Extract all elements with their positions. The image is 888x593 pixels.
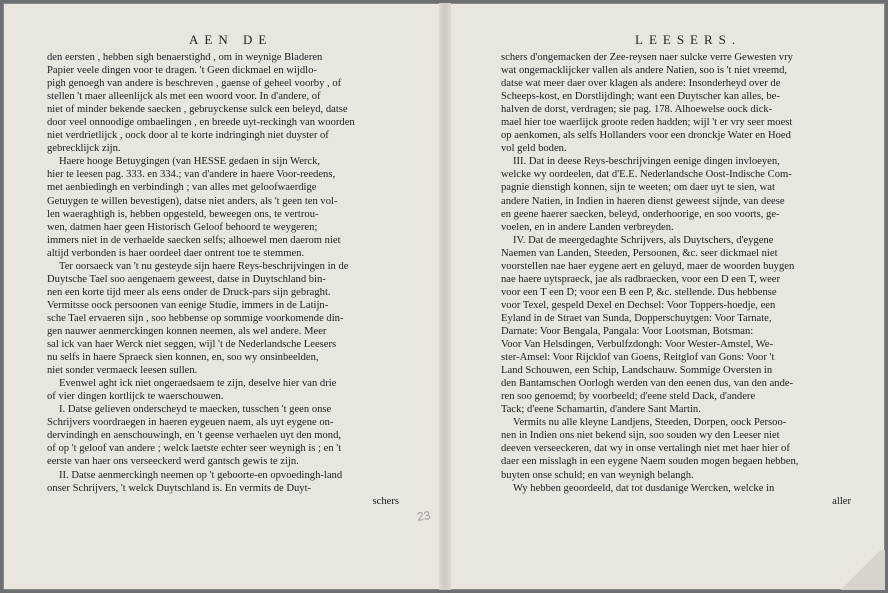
text-line: sal ick van haer Werck niet seggen, wijl 't de Nederlandsche Leesers	[47, 339, 337, 351]
text-line: of op 't geloof van andere ; welck laetste echter seer weynigh is ; en 't	[47, 443, 342, 455]
right-page	[451, 3, 885, 590]
text-line: aller	[832, 495, 851, 507]
text-line: op aenkomen, als selfs Hollanders voor een dronckje Water en Hoed	[501, 130, 791, 142]
text-line: met aenbiedingh en verbindingh ; van alles met geloofwaerdige	[47, 182, 317, 194]
text-line: sche Tael ervaeren sijn , soo hebbense op sommige voorkomende din-	[47, 312, 344, 324]
text-line: Haere hooge Betuygingen (van HESSE gedaen in sijn Werck,	[59, 156, 321, 168]
text-line: gebrecklijck zijn.	[47, 143, 121, 155]
text-line: of vier dingen kortlijck te waerschouwen.	[47, 391, 224, 403]
right-page-text	[501, 51, 851, 508]
text-line: Darnate: Voor Bengala, Pangala: Voor Lootsman, Botsman:	[501, 325, 754, 337]
text-line: Tack; d'eene Schamartin, d'andere Sant Martin.	[501, 404, 701, 416]
text-line: wen, datmen haer geen Historisch Geloof behoord te weygeren;	[47, 221, 318, 233]
text-line: voelen, en in andere Landen verbreyden.	[501, 221, 674, 233]
text-line: Voor Van Helsdingen, Verbulfzdongh: Voor Wester-Amstel, We-	[501, 339, 774, 351]
text-line: halven de dorst, verdragen; sie pag. 178. Alhoewelse oock dick-	[501, 104, 773, 116]
text-line: pigh genoegh van andere is beschreven , gaense of geheel voorby , of	[47, 78, 342, 90]
page-gutter	[439, 3, 451, 590]
text-line: Scheeps-kost, en Dorstlijdingh; want een Duytscher kan alles, be-	[501, 91, 780, 103]
text-line: Evenwel aght ick niet ongeraedsaem te zijn, deselve hier van drie	[59, 378, 337, 390]
text-line: nen in Indien ons niet bekend sijn, soo souden wy den Leeser niet	[501, 430, 780, 442]
text-line: en geene haerer saecken, beleyd, onderhoorige, en soo voorts, ge-	[501, 208, 780, 220]
text-line: den eersten , hebben sigh benaerstighd , om in weynige Bladeren	[47, 52, 323, 63]
text-line: andere Natien, in Indien in haeren dienst geweest sijnde, van deese	[501, 195, 785, 207]
text-line: niet of minder bekende saecken , gebruyckense sulck een beleyd, datse	[47, 104, 348, 116]
text-line: niet verdrietlijck , oock door al te korte indringingh niet duyster of	[47, 130, 329, 142]
text-line: Getuygen te willen bevestigen), datse niet anders, als 't geen ten vol-	[47, 195, 338, 207]
left-page	[3, 3, 439, 590]
text-line: nen een korte tijd meer als eens onder de Druck-pars sijn gebraght.	[47, 286, 331, 298]
text-line: wat ongemacklijcker vallen als andere Natien, soo is 't niet vreemd,	[501, 65, 788, 77]
text-line: hier te leesen pag. 333. en 334.; van d'andere in haere Voor-reedens,	[47, 169, 336, 181]
text-line: pagnie dienstigh konnen, sijn te weeten; om daer uyt te sien, wat	[501, 182, 775, 194]
text-line: immers niet in de verhaelde saecken selfs; alhoewel men daerom niet	[47, 234, 341, 246]
text-line: Papier veele dingen voor te dragen. 't Geen dickmael en wijdlo-	[47, 65, 317, 77]
text-line: Duytsche Tael soo aengenaem geweest, datse in Duytschland bin-	[47, 273, 326, 285]
text-line: I. Datse gelieven onderscheyd te maecken, tusschen 't geen onse	[59, 404, 332, 416]
text-line: buyten onse schuld; en van weynigh belangh.	[501, 469, 694, 481]
text-line: nu selfs in haere Spraeck sien konnen, en, soo wy onsinbeelden,	[47, 352, 319, 364]
text-line: gen nauwer aenmerckingen konnen neemen, als wel andere. Meer	[47, 325, 327, 337]
text-line: welcke wy oordeelen, dat d'E.E. Nederlandsche Oost-Indische Com-	[501, 169, 792, 181]
text-line: door veel onnoodige ombaelingen , en breede uyt-reckingh van woorden	[47, 117, 355, 129]
text-line: ren soo genoemd; by voorbeeld; d'eene steld Dack, d'andere	[501, 391, 756, 403]
text-line: voorstellen nae haer eygene aert en geluyd, maer de woorden buygen	[501, 260, 795, 272]
text-line: onser Schrijvers, 't welck Duytschland is. En vermits de Duyt-	[47, 482, 312, 494]
text-line: schers	[372, 495, 399, 507]
text-line: ster-Amsel: Voor Rijcklof van Goens, Reitglof van Gons: Voor 't	[501, 352, 775, 364]
text-line: vol geld boden.	[501, 143, 567, 155]
text-line: len waeraghtigh is, hebben opgesteld, beweegen ons, te vertrou-	[47, 208, 319, 220]
text-line: altijd verbonden is haer oordeel daer ontrent toe te stemmen.	[47, 247, 305, 259]
text-line: Schrijvers voordraegen in haeren eygeuen naem, als uyt eygene on-	[47, 417, 334, 429]
text-line: IV. Dat de meergedaghte Schrijvers, als Duytschers, d'eygene	[513, 234, 774, 246]
right-running-head: LEESERS.	[635, 32, 742, 47]
text-line: voor Texel, gespeld Dexel en Dechsel: Voor Toppers-hoedje, een	[501, 299, 776, 311]
text-line: Vermitsse oock persoonen van eenige Studie, immers in de Latijn-	[47, 299, 329, 311]
text-line: niet sonder vermaeck leesen sullen.	[47, 365, 198, 377]
text-line: Ter oorsaeck van 't nu gesteyde sijn haere Reys-beschrijvingen in de	[59, 260, 349, 272]
text-line: daer een misslagh in een eygene Naem souden mogen begaen hebben,	[501, 456, 799, 468]
pencil-page-number: 23	[416, 508, 432, 524]
text-line: mael hier toe waerlijck groote reden hadden; wijl 't er vry seer moest	[501, 117, 793, 129]
text-line: schers d'ongemacken der Zee-reysen naer sulcke verre Gewesten vry	[501, 52, 793, 63]
text-line: Eyland in de Straet van Sunda, Dopperschuytgen: Voor Tarnate,	[501, 312, 772, 324]
text-line: den Bantamschen Oorlogh werden van den eenen dus, van den ande-	[501, 378, 794, 390]
left-running-head: AEN DE	[189, 32, 273, 47]
text-line: II. Datse aenmerckingh neemen op 't geboorte-en opvoedingh-land	[59, 469, 343, 481]
book-spread	[3, 3, 885, 590]
text-line: eerste van haer ons verseeckerd werd gantsch gewis te zijn.	[47, 456, 299, 468]
text-line: dervindingh en aenschouwingh, en 't geense verhaelen uyt den mond,	[47, 430, 342, 442]
text-line: voor een T een D; voor een B een P, &c. stellende. Dus hebbense	[501, 286, 777, 298]
text-line: Naemen van Landen, Steeden, Persoonen, &c. seer dickmael niet	[501, 247, 778, 259]
left-page-text	[47, 51, 399, 508]
text-line: Vermits nu alle kleyne Landjens, Steeden, Dorpen, oock Persoo-	[513, 417, 787, 429]
text-line: deeven verseeckeren, dat wy in onse vertalingh niet met haer hier of	[501, 443, 790, 455]
page-corner-shadow	[825, 550, 885, 590]
text-line: stellen 't maer alleenlijck als met een woord voor. In d'andere, of	[47, 91, 321, 103]
text-line: III. Dat in deese Reys-beschrijvingen eenige dingen invloeyen,	[513, 156, 780, 168]
text-line: nae haere uytspraeck, jae als radbraecken, voor een D een T, weer	[501, 273, 781, 285]
text-line: datse wat meer daer over klagen als andere: Insonderheyd over de	[501, 78, 781, 90]
text-line: Land Schouwen, een Schip, Landschauw. Sommige Oversten in	[501, 365, 773, 377]
text-line: Wy hebben geoordeeld, dat tot dusdanige Wercken, welcke in	[513, 482, 775, 494]
